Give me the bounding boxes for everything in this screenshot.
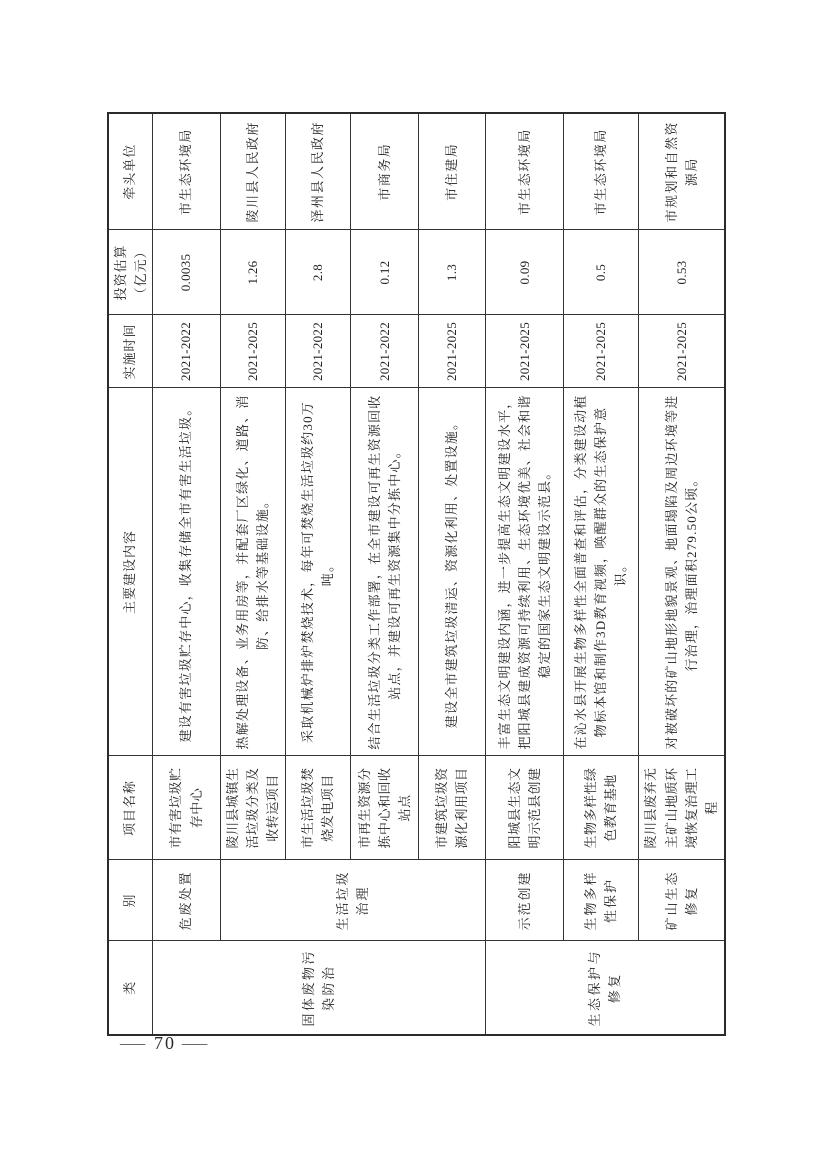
cell-main-content: 采取机械炉排炉焚烧技术，每年可焚烧生活垃圾约30万吨。 — [286, 388, 351, 756]
cell-investment: 0.12 — [351, 230, 419, 315]
table-row — [639, 113, 725, 1035]
cell-lead-unit: 陵川县人民政府 — [221, 113, 286, 230]
page-number — [114, 1033, 216, 1054]
cell-investment: 0.0035 — [153, 230, 221, 315]
cell-project-name: 阳城县生态文明示范县创建 — [486, 756, 564, 860]
cell-subcategory: 生活垃圾治理 — [221, 860, 486, 941]
cell-period: 2021-2025 — [486, 315, 564, 388]
table-header-row — [108, 113, 153, 1035]
cell-subcategory: 生物多样性保护 — [564, 860, 639, 941]
cell-main-content: 建设有害垃圾贮存中心，收集存储全市有害生活垃圾。 — [153, 388, 221, 756]
project-table — [107, 112, 726, 1036]
cell-subcategory: 示范创建 — [486, 860, 564, 941]
cell-project-name: 陵川县城镇生活垃圾分类及收转运项目 — [221, 756, 286, 860]
cell-main-content: 建设全市建筑垃圾清运、资源化利用、处置设施。 — [419, 388, 486, 756]
header-lead-unit: 牵头单位 — [108, 113, 153, 230]
cell-investment: 2.8 — [286, 230, 351, 315]
cell-main-content: 在沁水县开展生物多样性全面普查和评估，分类建设动植物标本馆和制作3D教育视频，唤醒群众的生态保护意识。 — [564, 388, 639, 756]
cell-lead-unit: 泽州县人民政府 — [286, 113, 351, 230]
table-row — [221, 113, 286, 1035]
header-subcategory: 别 — [108, 860, 153, 941]
cell-investment: 1.26 — [221, 230, 286, 315]
cell-project-name: 市生活垃圾焚烧发电项目 — [286, 756, 351, 860]
header-investment — [108, 230, 153, 315]
cell-lead-unit: 市住建局 — [419, 113, 486, 230]
header-category: 类 — [108, 941, 153, 1035]
cell-project-name: 市再生资源分拣中心和回收站点 — [351, 756, 419, 860]
cell-period: 2021-2025 — [221, 315, 286, 388]
table-row — [564, 113, 639, 1035]
page-number-dash-left: — — [120, 1033, 148, 1053]
cell-lead-unit: 市生态环境局 — [153, 113, 221, 230]
cell-lead-unit: 市生态环境局 — [486, 113, 564, 230]
cell-project-name: 陵川县废弃无主矿山地质环境恢复治理工程 — [639, 756, 725, 860]
header-investment-line1: 投资估算 — [113, 244, 128, 301]
cell-main-content: 对被破坏的矿山地形地貌景观、地面塌陷及周边环境等进行治理，治理面积279.50公顷。 — [639, 388, 725, 756]
cell-period: 2021-2025 — [419, 315, 486, 388]
cell-period: 2021-2025 — [639, 315, 725, 388]
header-main-content: 主要建设内容 — [108, 388, 153, 756]
header-period: 实施时间 — [108, 315, 153, 388]
cell-lead-unit: 市商务局 — [351, 113, 419, 230]
cell-period: 2021-2022 — [351, 315, 419, 388]
cell-subcategory: 危废处置 — [153, 860, 221, 941]
rotated-table-container — [107, 114, 719, 1036]
cell-lead-unit: 市规划和自然资源局 — [639, 113, 725, 230]
cell-category: 固体废物污染防治 — [153, 941, 486, 1035]
cell-main-content: 丰富生态文明建设内涵，进一步提高生态文明建设水平，把阳城县建成资源可持续利用、生态环境优美、社会和谐稳定的国家生态文明建设示范县。 — [486, 388, 564, 756]
cell-period: 2021-2025 — [564, 315, 639, 388]
cell-main-content: 结合生活垃圾分类工作部署，在全市建设可再生资源回收站点，并建设可再生资源集中分拣中心。 — [351, 388, 419, 756]
cell-investment: 0.09 — [486, 230, 564, 315]
page-number-value: 70 — [154, 1033, 176, 1053]
cell-project-name: 生物多样性绿色教育基地 — [564, 756, 639, 860]
table-row — [153, 113, 221, 1035]
table-row — [486, 113, 564, 1035]
cell-investment: 1.3 — [419, 230, 486, 315]
cell-period: 2021-2022 — [153, 315, 221, 388]
landscape-table-surface — [107, 114, 719, 1036]
cell-project-name: 市有害垃圾贮存中心 — [153, 756, 221, 860]
cell-main-content: 热解处理设备、业务用房等，并配套厂区绿化、道路、消防、给排水等基础设施。 — [221, 388, 286, 756]
page-number-dash-right: — — [182, 1033, 210, 1053]
cell-category: 生态保护与修复 — [486, 941, 725, 1035]
cell-lead-unit: 市生态环境局 — [564, 113, 639, 230]
header-investment-line2: （亿元） — [132, 244, 148, 301]
cell-subcategory: 矿山生态修复 — [639, 860, 725, 941]
cell-investment: 0.53 — [639, 230, 725, 315]
header-project-name: 项目名称 — [108, 756, 153, 860]
cell-project-name: 市建筑垃圾资源化利用项目 — [419, 756, 486, 860]
cell-period: 2021-2022 — [286, 315, 351, 388]
cell-investment: 0.5 — [564, 230, 639, 315]
